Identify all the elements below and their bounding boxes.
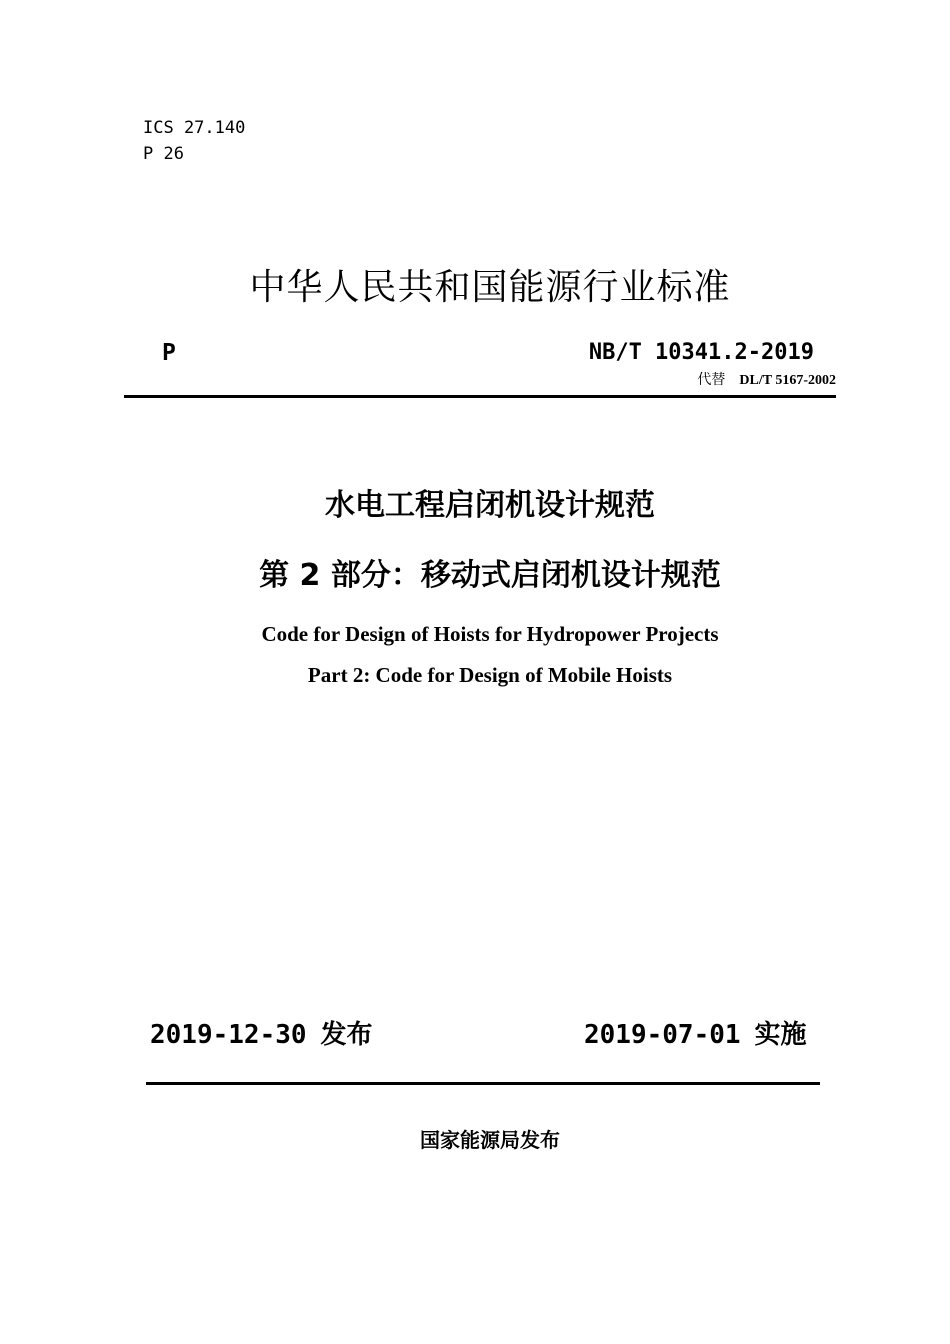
effective-date xyxy=(584,1018,807,1052)
title-english: Code for Design of Hoists for Hydropower Projects xyxy=(261,622,719,646)
part-title-english: Part 2: Code for Design of Mobile Hoists xyxy=(307,663,673,687)
ics-code: ICS 27.140 xyxy=(143,118,246,138)
issue-date-label: 发布 xyxy=(320,1020,373,1050)
standard-type-heading: 中华人民共和国能源行业标准 xyxy=(249,267,731,308)
replaces-note xyxy=(697,371,836,390)
ccs-code: P 26 xyxy=(143,144,184,164)
part-title-chinese: 第 2 部分：移动式启闭机设计规范 xyxy=(259,558,721,593)
top-divider xyxy=(124,395,836,398)
title-chinese: 水电工程启闭机设计规范 xyxy=(325,488,655,523)
category-letter: P xyxy=(162,340,176,366)
replaced-standard-code: DL/T 5167-2002 xyxy=(739,373,836,388)
bottom-divider xyxy=(146,1082,820,1085)
standard-number: NB/T 10341.2-2019 xyxy=(588,340,814,365)
replaces-label: 代替 xyxy=(697,372,726,388)
publisher: 国家能源局发布 xyxy=(420,1128,560,1152)
effective-date-label: 实施 xyxy=(754,1020,807,1050)
effective-date-value: 2019-07-01 xyxy=(584,1020,741,1050)
issue-date-value: 2019-12-30 xyxy=(150,1020,307,1050)
issue-date xyxy=(150,1018,373,1052)
